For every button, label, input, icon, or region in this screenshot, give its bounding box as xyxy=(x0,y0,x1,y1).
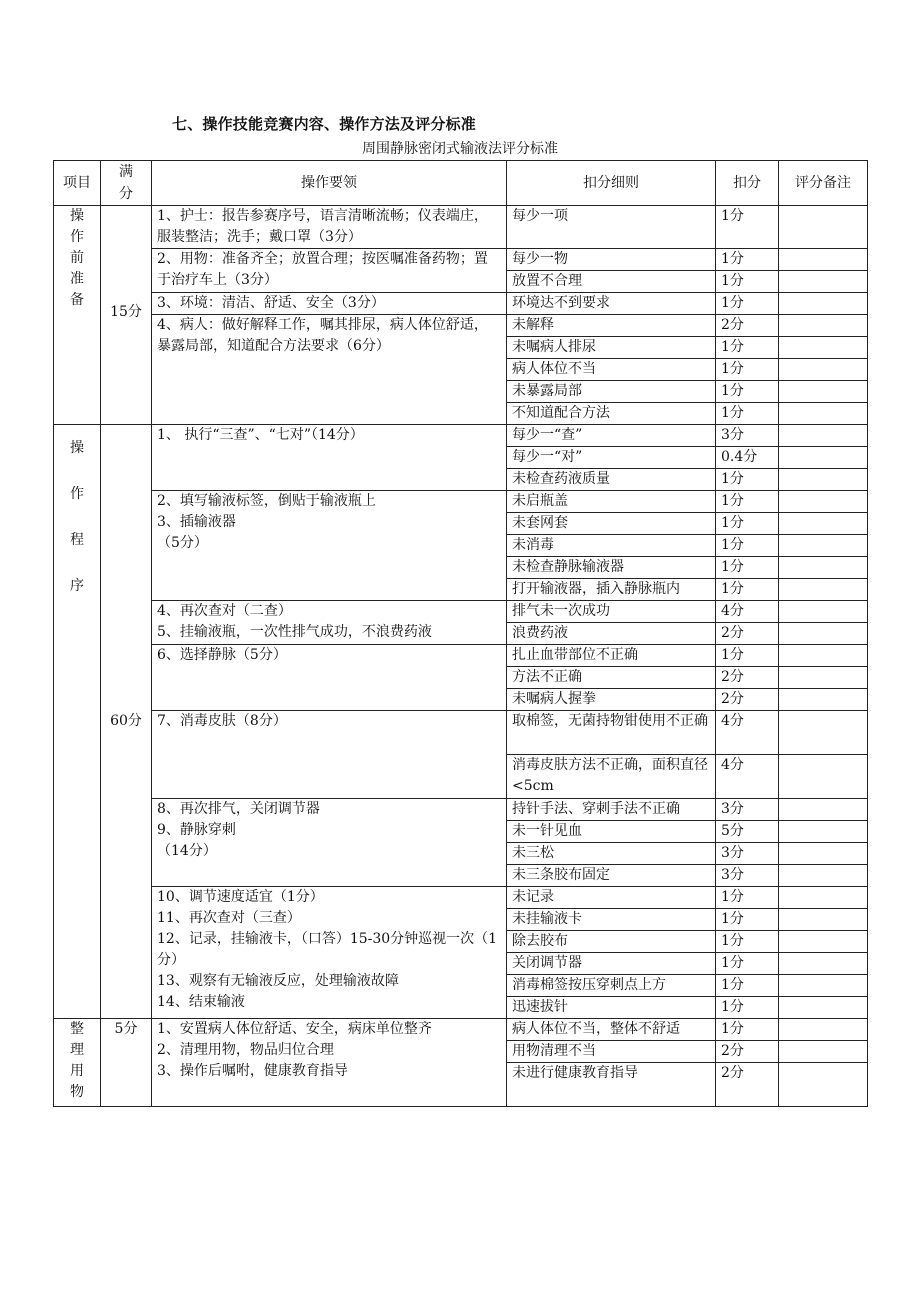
table-row xyxy=(54,425,868,447)
section-item-char: 作 xyxy=(70,229,84,245)
remark-cell xyxy=(779,469,868,491)
deduction-points: 3分 xyxy=(716,799,779,821)
table-title: 周围静脉密闭式输液法评分标准 xyxy=(362,141,558,157)
deduction-points: 2分 xyxy=(716,689,779,711)
deduction-points: 3分 xyxy=(716,843,779,865)
remark-cell xyxy=(779,206,868,249)
remark-cell xyxy=(779,381,868,403)
section-item xyxy=(54,206,101,425)
deduction-detail: 未嘱病人握拳 xyxy=(507,689,716,711)
deduction-points: 1分 xyxy=(716,909,779,931)
deduction-points: 1分 xyxy=(716,997,779,1019)
deduction-points: 1分 xyxy=(716,293,779,315)
deduction-detail: 每少一“查” xyxy=(507,425,716,447)
deduction-detail: 未解释 xyxy=(507,315,716,337)
remark-cell xyxy=(779,1041,868,1063)
deduction-points: 1分 xyxy=(716,953,779,975)
deduction-detail: 浪费药液 xyxy=(507,623,716,645)
remark-cell xyxy=(779,491,868,513)
remark-cell xyxy=(779,601,868,623)
operation-key-points xyxy=(152,206,507,249)
operation-step: 3、操作后嘱咐，健康教育指导 xyxy=(157,1063,348,1079)
operation-step: 4、病人：做好解释工作，嘱其排尿，病人体位舒适，暴露局部，知道配合方法要求（6分） xyxy=(157,317,488,354)
deduction-points: 1分 xyxy=(716,491,779,513)
operation-step: 14、结束输液 xyxy=(157,994,245,1010)
remark-cell xyxy=(779,821,868,843)
remark-cell xyxy=(779,931,868,953)
deduction-detail: 取棉签，无菌持物钳使用不正确 xyxy=(507,711,716,755)
remark-cell xyxy=(779,623,868,645)
operation-key-points xyxy=(152,491,507,601)
table-row xyxy=(54,799,868,821)
table-row xyxy=(54,491,868,513)
deduction-points: 1分 xyxy=(716,271,779,293)
scoring-table xyxy=(53,160,868,1107)
deduction-points: 5分 xyxy=(716,821,779,843)
operation-step: 3、环境：清洁、舒适、安全（3分） xyxy=(157,295,385,311)
operation-step: 2、填写输液标签，倒贴于输液瓶上 xyxy=(157,493,376,509)
deduction-detail: 排气未一次成功 xyxy=(507,601,716,623)
section-item-char: 操 xyxy=(70,208,84,224)
table-row xyxy=(54,711,868,755)
operation-step: （14分） xyxy=(157,843,217,859)
operation-key-points xyxy=(152,711,507,799)
deduction-detail: 未套网套 xyxy=(507,513,716,535)
deduction-points: 1分 xyxy=(716,359,779,381)
operation-step: 1、护士：报告参赛序号，语言清晰流畅；仪表端庄，服装整洁；洗手；戴口罩（3分） xyxy=(157,208,488,245)
operation-key-points xyxy=(152,1019,507,1107)
remark-cell xyxy=(779,667,868,689)
remark-cell xyxy=(779,843,868,865)
remark-cell xyxy=(779,249,868,271)
section-full-score: 15分 xyxy=(101,206,152,425)
deduction-points: 2分 xyxy=(716,1041,779,1063)
table-row xyxy=(54,887,868,909)
operation-step: 4、再次查对（二查） xyxy=(157,603,292,619)
deduction-detail: 打开输液器，插入静脉瓶内 xyxy=(507,579,716,601)
table-row xyxy=(54,249,868,271)
header-key-points: 操作要领 xyxy=(152,161,507,206)
deduction-detail: 方法不正确 xyxy=(507,667,716,689)
remark-cell xyxy=(779,755,868,799)
operation-key-points xyxy=(152,249,507,293)
deduction-points: 1分 xyxy=(716,931,779,953)
deduction-detail: 未启瓶盖 xyxy=(507,491,716,513)
deduction-detail: 每少一“对” xyxy=(507,447,716,469)
deduction-points: 1分 xyxy=(716,645,779,667)
remark-cell xyxy=(779,535,868,557)
deduction-detail: 每少一物 xyxy=(507,249,716,271)
deduction-detail: 扎止血带部位不正确 xyxy=(507,645,716,667)
deduction-points: 2分 xyxy=(716,315,779,337)
section-item-char: 作 xyxy=(70,486,84,502)
deduction-points: 1分 xyxy=(716,557,779,579)
section-item-char: 理 xyxy=(70,1042,84,1058)
deduction-detail: 关闭调节器 xyxy=(507,953,716,975)
operation-step: 10、调节速度适宜（1分） xyxy=(157,889,324,905)
deduction-points: 4分 xyxy=(716,601,779,623)
remark-cell xyxy=(779,425,868,447)
remark-cell xyxy=(779,997,868,1019)
deduction-detail: 未嘱病人排尿 xyxy=(507,337,716,359)
deduction-detail: 消毒皮肤方法不正确，面积直径<5cm xyxy=(507,755,716,799)
section-full-score: 5分 xyxy=(101,1019,152,1107)
section-item-char: 备 xyxy=(70,292,84,308)
deduction-detail: 用物清理不当 xyxy=(507,1041,716,1063)
deduction-detail: 未一针见血 xyxy=(507,821,716,843)
header-deduction-detail: 扣分细则 xyxy=(507,161,716,206)
operation-step: 11、再次查对（三查） xyxy=(157,910,301,926)
operation-step: 3、插输液器 xyxy=(157,514,236,530)
operation-step: 5、挂输液瓶，一次性排气成功，不浪费药液 xyxy=(157,624,432,640)
section-heading: 七、操作技能竞赛内容、操作方法及评分标准 xyxy=(172,115,477,133)
remark-cell xyxy=(779,953,868,975)
remark-cell xyxy=(779,799,868,821)
deduction-detail: 病人体位不当，整体不舒适 xyxy=(507,1019,716,1041)
deduction-points: 2分 xyxy=(716,667,779,689)
remark-cell xyxy=(779,865,868,887)
operation-step: 1、安置病人体位舒适、安全，病床单位整齐 xyxy=(157,1021,432,1037)
deduction-points: 1分 xyxy=(716,337,779,359)
operation-step: 2、清理用物，物品归位合理 xyxy=(157,1042,334,1058)
operation-step: 1、 执行“三查”、“七对”（14分） xyxy=(157,427,364,443)
deduction-points: 2分 xyxy=(716,1063,779,1107)
deduction-detail: 未挂输液卡 xyxy=(507,909,716,931)
table-body xyxy=(54,206,868,1107)
deduction-points: 1分 xyxy=(716,975,779,997)
remark-cell xyxy=(779,711,868,755)
header-deduction: 扣分 xyxy=(716,161,779,206)
header-remark: 评分备注 xyxy=(779,161,868,206)
deduction-detail: 环境达不到要求 xyxy=(507,293,716,315)
deduction-detail: 迅速拔针 xyxy=(507,997,716,1019)
deduction-points: 1分 xyxy=(716,206,779,249)
deduction-detail: 不知道配合方法 xyxy=(507,403,716,425)
deduction-points: 4分 xyxy=(716,711,779,755)
operation-key-points xyxy=(152,293,507,315)
deduction-points: 3分 xyxy=(716,425,779,447)
remark-cell xyxy=(779,557,868,579)
section-item-char: 操 xyxy=(70,440,84,456)
operation-step: 9、静脉穿刺 xyxy=(157,822,236,838)
remark-cell xyxy=(779,315,868,337)
section-item-char: 整 xyxy=(70,1021,84,1037)
deduction-points: 1分 xyxy=(716,403,779,425)
deduction-points: 1分 xyxy=(716,579,779,601)
section-item-char: 序 xyxy=(70,578,84,594)
deduction-points: 1分 xyxy=(716,887,779,909)
operation-step: 7、消毒皮肤（8分） xyxy=(157,713,287,729)
operation-key-points xyxy=(152,425,507,491)
operation-step: 8、再次排气，关闭调节器 xyxy=(157,801,320,817)
operation-step: 12、记录，挂输液卡，（口答）15-30分钟巡视一次（1分） xyxy=(157,931,498,968)
deduction-points: 1分 xyxy=(716,469,779,491)
operation-key-points xyxy=(152,799,507,887)
deduction-detail: 未记录 xyxy=(507,887,716,909)
section-item-char: 程 xyxy=(70,532,84,548)
remark-cell xyxy=(779,645,868,667)
table-row xyxy=(54,1019,868,1041)
deduction-detail: 持针手法、穿刺手法不正确 xyxy=(507,799,716,821)
table-row xyxy=(54,293,868,315)
deduction-points: 1分 xyxy=(716,535,779,557)
deduction-detail: 消毒棉签按压穿刺点上方 xyxy=(507,975,716,997)
deduction-detail: 未三条胶布固定 xyxy=(507,865,716,887)
remark-cell xyxy=(779,909,868,931)
deduction-points: 1分 xyxy=(716,249,779,271)
remark-cell xyxy=(779,887,868,909)
header-row xyxy=(54,161,868,206)
deduction-points: 1分 xyxy=(716,1019,779,1041)
deduction-detail: 放置不合理 xyxy=(507,271,716,293)
deduction-points: 1分 xyxy=(716,381,779,403)
deduction-detail: 病人体位不当 xyxy=(507,359,716,381)
table-row xyxy=(54,645,868,667)
deduction-detail: 未检查药液质量 xyxy=(507,469,716,491)
operation-key-points xyxy=(152,887,507,1019)
remark-cell xyxy=(779,447,868,469)
deduction-detail: 除去胶布 xyxy=(507,931,716,953)
section-full-score: 60分 xyxy=(101,425,152,1019)
table-row xyxy=(54,601,868,623)
deduction-points: 2分 xyxy=(716,623,779,645)
operation-key-points xyxy=(152,315,507,425)
remark-cell xyxy=(779,1063,868,1107)
deduction-points: 0.4分 xyxy=(716,447,779,469)
remark-cell xyxy=(779,403,868,425)
section-item xyxy=(54,1019,101,1107)
deduction-detail: 未三松 xyxy=(507,843,716,865)
deduction-detail: 每少一项 xyxy=(507,206,716,249)
remark-cell xyxy=(779,337,868,359)
section-item-char: 用 xyxy=(70,1063,84,1079)
deduction-points: 1分 xyxy=(716,513,779,535)
section-item xyxy=(54,425,101,1019)
remark-cell xyxy=(779,359,868,381)
operation-key-points xyxy=(152,601,507,645)
section-item-char: 前 xyxy=(70,250,84,266)
section-item-char: 准 xyxy=(70,271,84,287)
remark-cell xyxy=(779,293,868,315)
header-item: 项目 xyxy=(54,161,101,206)
header-full-score: 满 分 xyxy=(101,161,152,206)
remark-cell xyxy=(779,1019,868,1041)
deduction-detail: 未进行健康教育指导 xyxy=(507,1063,716,1107)
section-item-char: 物 xyxy=(70,1084,84,1100)
operation-step: 2、用物：准备齐全；放置合理；按医嘱准备药物；置于治疗车上（3分） xyxy=(157,251,488,288)
operation-step: 13、观察有无输液反应，处理输液故障 xyxy=(157,973,399,989)
remark-cell xyxy=(779,579,868,601)
operation-key-points xyxy=(152,645,507,711)
operation-step: 6、选择静脉（5分） xyxy=(157,647,287,663)
remark-cell xyxy=(779,271,868,293)
deduction-detail: 未暴露局部 xyxy=(507,381,716,403)
table-row xyxy=(54,315,868,337)
deduction-detail: 未消毒 xyxy=(507,535,716,557)
remark-cell xyxy=(779,975,868,997)
remark-cell xyxy=(779,689,868,711)
deduction-detail: 未检查静脉输液器 xyxy=(507,557,716,579)
deduction-points: 4分 xyxy=(716,755,779,799)
deduction-points: 3分 xyxy=(716,865,779,887)
operation-step: （5分） xyxy=(157,535,208,551)
table-row xyxy=(54,206,868,249)
remark-cell xyxy=(779,513,868,535)
